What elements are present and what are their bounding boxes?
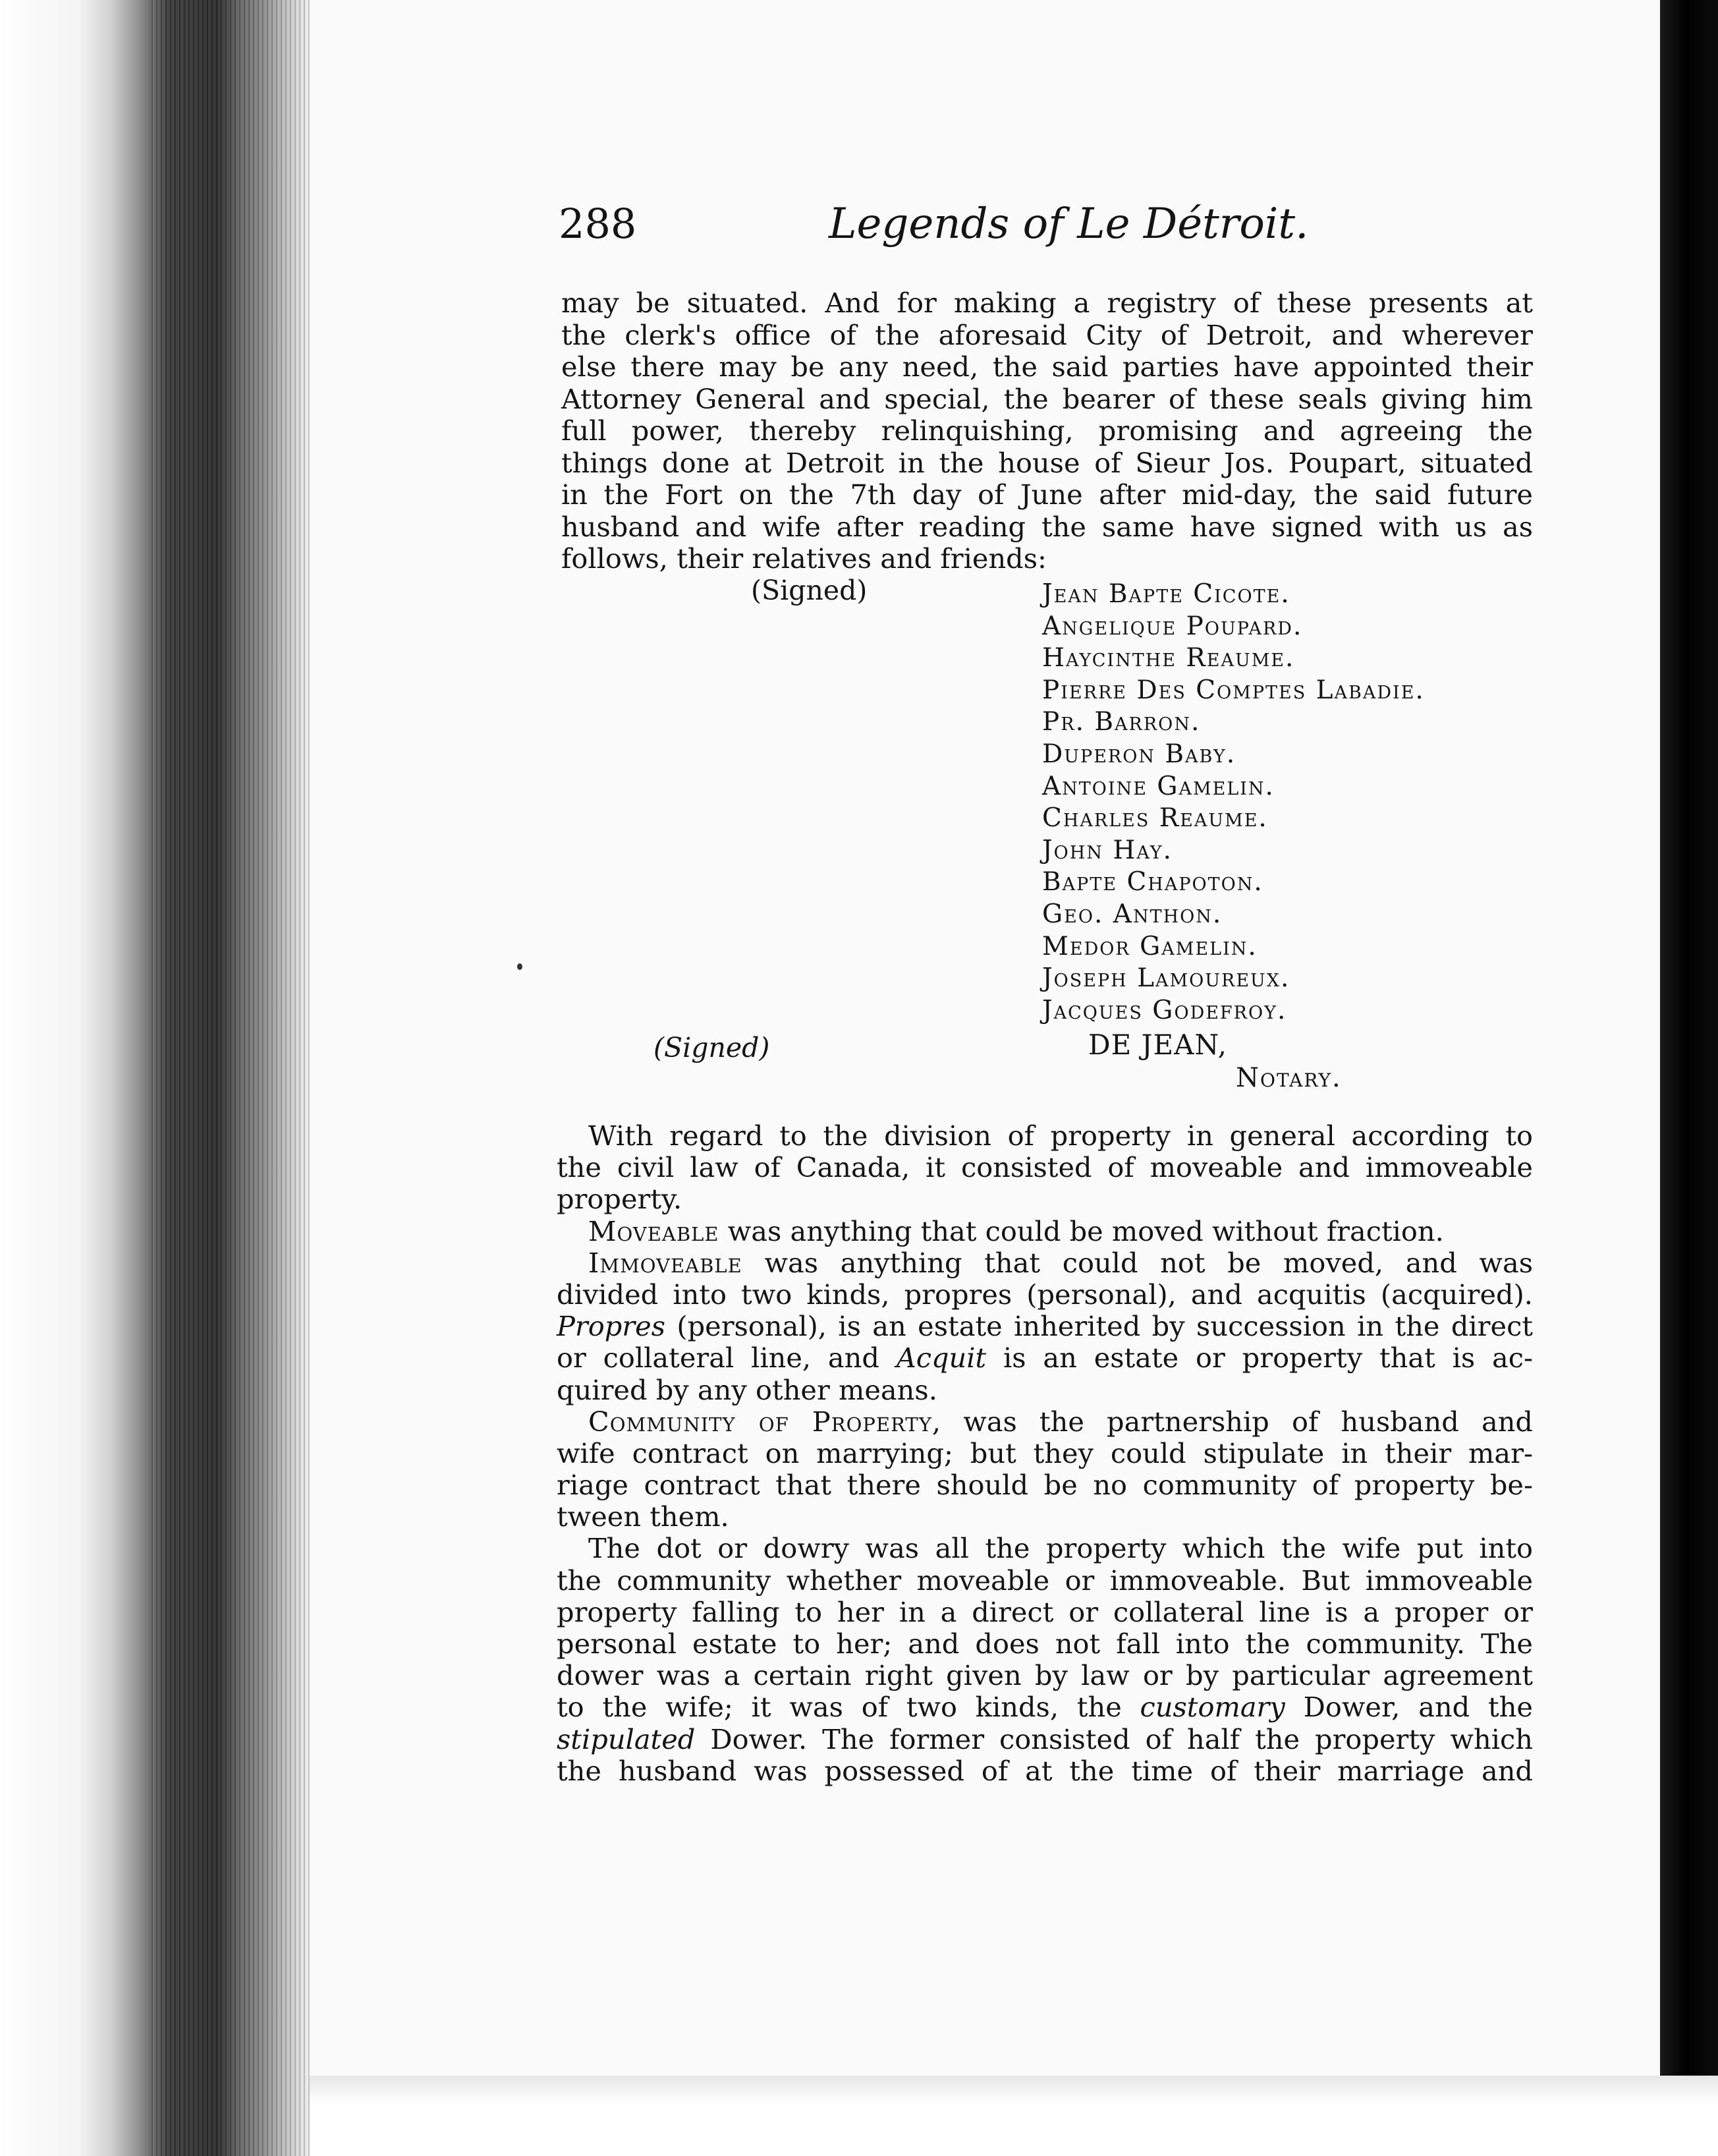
definition-text: Dower. The former consisted of half the property which <box>695 1722 1533 1755</box>
text-line: property. <box>557 1183 682 1216</box>
definition-text: was anything that could be moved without fraction. <box>719 1214 1444 1247</box>
definition-text: , was the partnership of husband and <box>931 1405 1533 1438</box>
term-customary: customary <box>1140 1691 1285 1724</box>
signatory-name: Geo. Anthon. <box>1042 899 1223 929</box>
signatory-name: Antoine Gamelin. <box>1042 771 1275 801</box>
text-line: The dot or dowry was all the property which the wife put into <box>588 1532 1533 1565</box>
signatory-name: Haycinthe Reaume. <box>1042 643 1295 673</box>
text-line <box>557 1691 1533 1723</box>
opening-paragraph <box>561 287 1533 575</box>
definition-text: is an estate or property that is ac- <box>986 1342 1533 1375</box>
signatory-name: Jean Bapte Cicote. <box>1042 579 1290 609</box>
notary-title: Notary. <box>1236 1063 1342 1093</box>
signatory-name: Bapte Chapoton. <box>1042 867 1263 897</box>
signatory-name: Charles Reaume. <box>1042 803 1268 834</box>
text-line: the civil law of Canada, it consisted of moveable and immoveable <box>557 1151 1533 1184</box>
text-line: follows, their relatives and friends: <box>561 542 1047 575</box>
bottom-scan-edge <box>310 2076 1718 2156</box>
signatory-name: Pierre Des Comptes Labadie. <box>1042 675 1425 705</box>
running-title: Legends of Le Détroit. <box>829 200 1309 248</box>
text-line: in the Fort on the 7th day of June after mid-day, the said future <box>561 478 1533 511</box>
text-line <box>557 1724 1533 1755</box>
notary-signed-label: (Signed) <box>653 1032 770 1064</box>
page-number: 288 <box>559 200 637 248</box>
signatory-name: Angelique Poupard. <box>1042 611 1303 641</box>
definition-text: to the wife; it was of two kinds, the <box>557 1691 1140 1724</box>
definition-text: Dower, and the <box>1285 1691 1533 1724</box>
definition-text: was anything that could not be moved, and was <box>742 1246 1533 1279</box>
text-line <box>557 1247 1533 1279</box>
text-line: the husband was possessed of at the time of their marriage and <box>557 1754 1533 1787</box>
text-line: divided into two kinds, propres (personal), and acquitis (acquired). <box>557 1278 1533 1311</box>
text-line <box>557 1311 1533 1342</box>
definition-text: (personal), is an estate inherited by succession in the direct <box>665 1310 1533 1343</box>
ink-speck <box>517 963 522 970</box>
text-line <box>557 1342 1533 1374</box>
right-scan-edge <box>1660 0 1718 2076</box>
text-line: dower was a certain right given by law or by particular agreement <box>557 1659 1533 1692</box>
text-line <box>557 1406 1533 1438</box>
text-line: else there may be any need, the said parties have appointed their <box>561 351 1533 383</box>
text-line: things done at Detroit in the house of Sieur Jos. Poupart, situated <box>561 446 1533 479</box>
signatory-name: Jacques Godefroy. <box>1042 995 1287 1025</box>
text-line: With regard to the division of property in general according to <box>588 1120 1533 1152</box>
signatory-name: Duperon Baby. <box>1042 739 1236 769</box>
text-line: Attorney General and special, the bearer of these seals giving him <box>561 382 1533 415</box>
term-immoveable: Immoveable <box>588 1246 742 1279</box>
signatory-name: John Hay. <box>1042 835 1173 865</box>
text-line: full power, thereby relinquishing, promising and agreeing the <box>561 414 1533 447</box>
text-line: the community whether moveable or immoveable. But immoveable <box>557 1564 1533 1597</box>
notary-name: DE JEAN, <box>1088 1029 1227 1061</box>
text-line <box>557 1216 1533 1247</box>
term-moveable: Moveable <box>588 1214 719 1247</box>
text-line: the clerk's office of the aforesaid City of Detroit, and wherever <box>561 318 1533 351</box>
text-line: personal estate to her; and does not fall into the community. The <box>557 1628 1533 1660</box>
page-header <box>559 198 1309 250</box>
signed-label: (Signed) <box>751 575 868 606</box>
text-line: husband and wife after reading the same have signed with us as <box>561 510 1533 543</box>
signatory-name: Joseph Lamoureux. <box>1042 963 1290 994</box>
signatory-name: Medor Gamelin. <box>1042 931 1258 961</box>
book-spine-edge <box>0 0 310 2156</box>
definition-text: or collateral line, and <box>557 1342 897 1375</box>
text-line: may be situated. And for making a registry of these presents at <box>561 287 1533 319</box>
text-line: tween them. <box>557 1500 729 1533</box>
term-stipulated: stipulated <box>557 1722 696 1755</box>
body-paragraphs <box>557 1120 1533 1787</box>
term-community-of-property: Community of Property <box>588 1405 932 1438</box>
term-propres: Propres <box>557 1310 666 1343</box>
text-line: quired by any other means. <box>557 1373 937 1406</box>
signatory-list <box>1042 579 1425 1027</box>
text-line: riage contract that there should be no community of property be- <box>557 1469 1533 1502</box>
text-line: wife contract on marrying; but they could stipulate in their mar- <box>557 1436 1533 1469</box>
term-acquit: Acquit <box>896 1342 987 1375</box>
signatory-name: Pr. Barron. <box>1042 707 1201 737</box>
text-line: property falling to her in a direct or collateral line is a proper or <box>557 1595 1533 1628</box>
